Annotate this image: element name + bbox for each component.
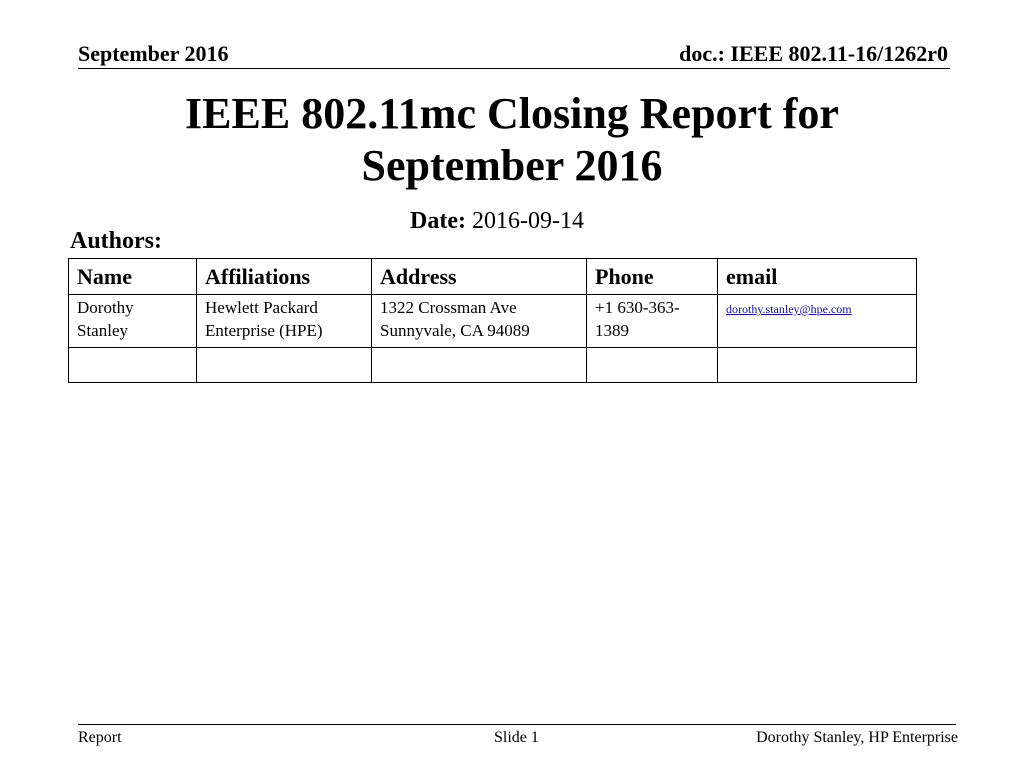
date-line <box>410 206 584 236</box>
cell-empty <box>718 348 917 383</box>
cell-empty <box>372 348 587 383</box>
authors-table <box>68 258 917 383</box>
footer-slide-number: Slide 1 <box>494 729 539 746</box>
header-doc-id: doc.: IEEE 802.11-16/1262r0 <box>679 41 948 66</box>
header-divider <box>78 68 950 69</box>
footer-author: Dorothy Stanley, HP Enterprise <box>756 729 958 746</box>
cell-phone-line-2: 1389 <box>595 321 629 340</box>
cell-address <box>372 295 587 348</box>
cell-name-line-1: Dorothy <box>77 298 134 317</box>
cell-empty <box>587 348 718 383</box>
authors-label: Authors: <box>70 228 163 254</box>
column-header-email: email <box>718 259 917 295</box>
footer-left: Report <box>78 729 122 746</box>
cell-affiliation-line-2: Enterprise (HPE) <box>205 321 323 340</box>
cell-address-line-2: Sunnyvale, CA 94089 <box>380 321 530 340</box>
column-header-phone: Phone <box>587 259 718 295</box>
cell-phone <box>587 295 718 348</box>
slide-title <box>62 88 962 192</box>
cell-affiliation-line-1: Hewlett Packard <box>205 298 318 317</box>
table-header-row <box>69 259 917 295</box>
date-label: Date: <box>410 208 466 234</box>
cell-email <box>718 295 917 348</box>
cell-phone-line-1: +1 630-363- <box>595 298 680 317</box>
date-value: 2016-09-14 <box>471 208 584 234</box>
column-header-address: Address <box>372 259 587 295</box>
column-header-name: Name <box>69 259 197 295</box>
cell-affiliation <box>197 295 372 348</box>
cell-name-line-2: Stanley <box>77 321 128 340</box>
cell-empty <box>197 348 372 383</box>
column-header-affiliations: Affiliations <box>197 259 372 295</box>
email-link[interactable]: dorothy.stanley@hpe.com <box>726 302 852 316</box>
cell-empty <box>69 348 197 383</box>
slide-title-line-2: September 2016 <box>361 141 663 190</box>
slide-title-line-1: IEEE 802.11mc Closing Report for <box>185 89 839 138</box>
footer-divider <box>78 724 956 725</box>
header-date: September 2016 <box>78 41 229 66</box>
cell-address-line-1: 1322 Crossman Ave <box>380 298 517 317</box>
table-row <box>69 295 917 348</box>
table-row-empty <box>69 348 917 383</box>
cell-name <box>69 295 197 348</box>
